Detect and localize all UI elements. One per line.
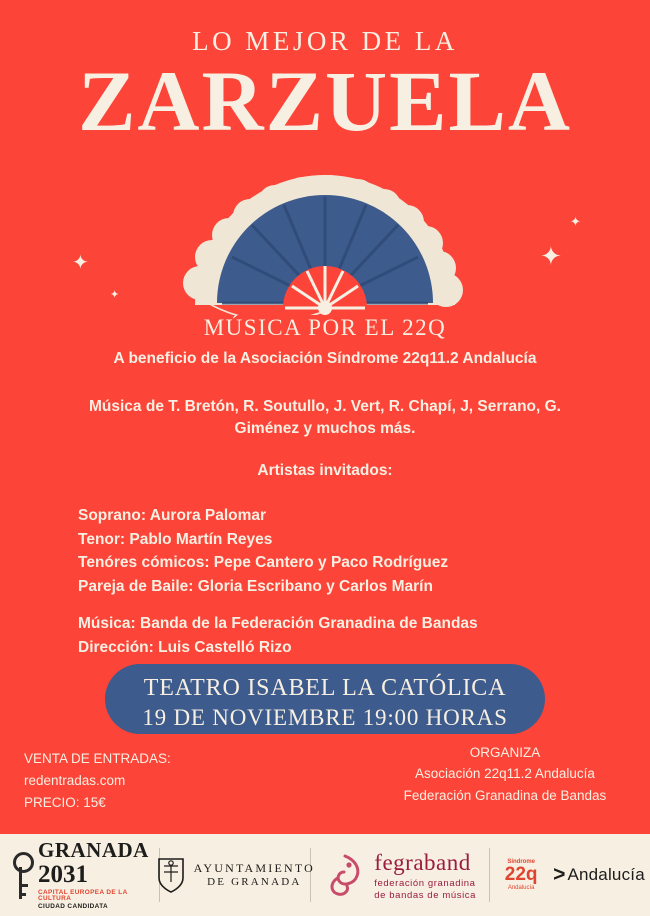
fegraband-subtitle-2: de bandas de música — [374, 889, 477, 901]
fegraband-logo-icon — [324, 852, 366, 898]
fan-icon — [180, 140, 470, 315]
fan-illustration — [180, 140, 470, 315]
granada-year: 2031 — [38, 860, 88, 888]
granada-subtitle-1: CAPITAL EUROPEA DE LA CULTURA — [38, 888, 128, 903]
organizer-item: Federación Granadina de Bandas — [403, 787, 607, 803]
sponsor-ayuntamiento-granada — [160, 834, 316, 916]
22q-badge-main: 22q — [504, 864, 538, 886]
key-icon — [10, 848, 32, 902]
tickets-info — [24, 748, 171, 814]
cast-list — [78, 504, 578, 598]
cast-item: Tenóres cómicos: Pepe Cantero y Paco Rodríguez — [78, 554, 449, 572]
22q-badge — [495, 859, 547, 892]
22q-badge-top: Síndrome — [507, 858, 535, 865]
venue-name: TEATRO ISABEL LA CATÓLICA — [143, 675, 507, 701]
22q-badge-bottom: Andalucía — [507, 884, 535, 891]
sponsor-andalucia-22q — [490, 834, 650, 916]
ayuntamiento-line-1: AYUNTAMIENTO — [193, 860, 316, 875]
poster-title: ZARZUELA — [78, 53, 572, 149]
sponsor-fegraband — [311, 834, 489, 916]
granada-subtitle-2: CIUDAD CANDIDATA — [38, 902, 109, 910]
tickets-url[interactable]: redentradas.com — [24, 772, 126, 788]
poster-kicker: LO MEJOR DE LA — [192, 26, 458, 56]
tickets-price: PRECIO: 15€ — [24, 794, 106, 810]
cast-item: Tenor: Pablo Martín Reyes — [78, 530, 273, 548]
sparkle-icon: ✦ — [540, 241, 562, 271]
venue-datetime: 19 DE NOVIEMBRE 19:00 HORAS — [142, 705, 508, 730]
arrow-icon: > — [553, 863, 566, 886]
band-item: Dirección: Luis Castelló Rizo — [78, 638, 292, 656]
guests-label: Artistas invitados: — [257, 462, 393, 479]
cast-item: Pareja de Baile: Gloria Escribano y Carlos Marín — [78, 577, 433, 595]
band-item: Música: Banda de la Federación Granadina de Bandas — [78, 615, 478, 632]
sponsor-granada-2031 — [0, 834, 159, 916]
coat-of-arms-icon — [156, 856, 186, 894]
poster-subtitle: MÚSICA POR EL 22Q — [203, 315, 447, 340]
ayuntamiento-line-2: DE GRANADA — [207, 875, 302, 888]
poster-benefit-line: A beneficio de la Asociación Síndrome 22q11.2 Andalucía — [113, 350, 537, 367]
organizer-label: ORGANIZA — [469, 745, 541, 760]
organizer-info — [380, 742, 630, 806]
band-info — [78, 612, 588, 659]
tickets-label: VENTA DE ENTRADAS: — [24, 751, 171, 766]
poster-composers: Música de T. Bretón, R. Soutullo, J. Vert, R. Chapí, J, Serrano, G. Giménez y muchos más. — [89, 398, 561, 438]
sponsor-bar — [0, 834, 650, 916]
fegraband-subtitle-1: federación granadina — [374, 878, 476, 890]
organizer-item: Asociación 22q11.2 Andalucía — [415, 766, 595, 782]
fegraband-name: fegraband — [374, 850, 471, 876]
sparkle-icon: ✦ — [110, 289, 120, 301]
cast-item: Soprano: Aurora Palomar — [78, 507, 267, 524]
sparkle-icon: ✦ — [570, 214, 581, 229]
sparkle-icon: ✦ — [72, 252, 89, 274]
granada-name: GRANADA — [38, 837, 149, 862]
venue-badge — [105, 664, 545, 734]
andalucia-name: Andalucía — [567, 865, 645, 884]
